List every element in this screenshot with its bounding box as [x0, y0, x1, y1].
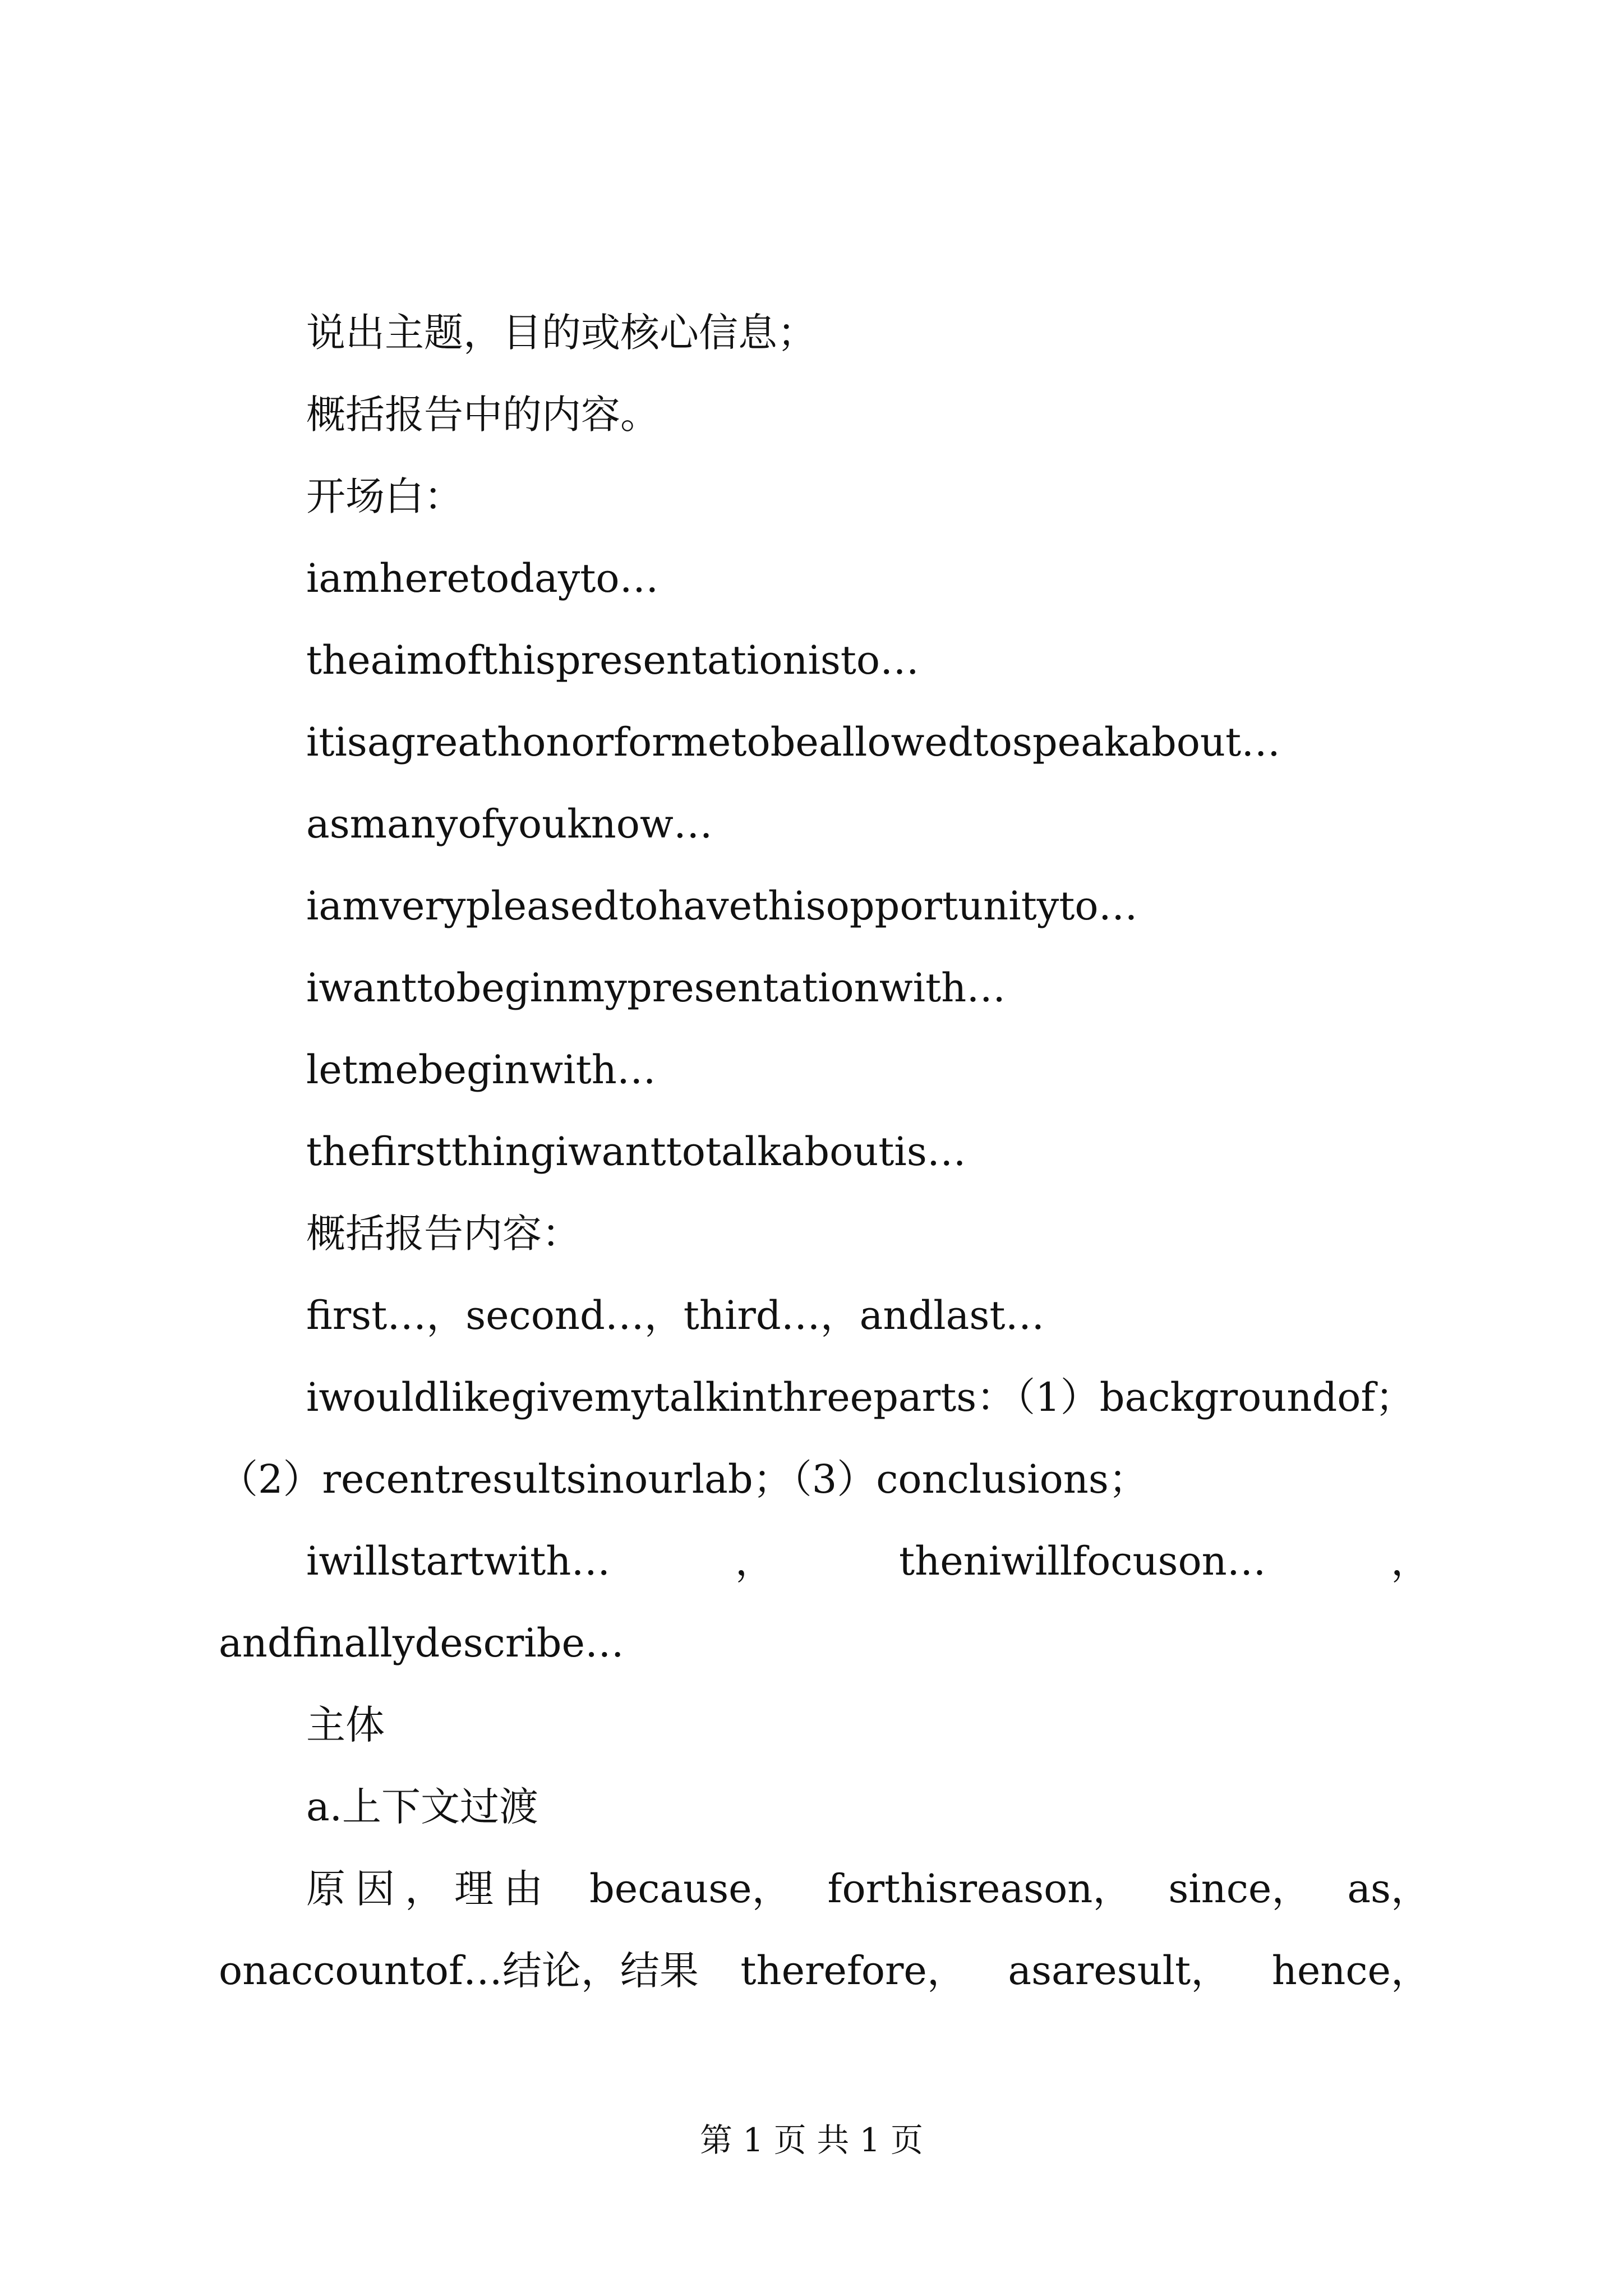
text-line: iamheretodayto… — [306, 555, 659, 601]
text-line: 概括报告中的内容。 — [306, 392, 660, 438]
text-line: 主体 — [306, 1702, 385, 1748]
text-line: 说出主题，目的或核心信息； — [306, 310, 817, 356]
text-line-justified — [219, 1848, 1430, 1930]
text-fragment: hence， — [1271, 1948, 1430, 1994]
text-line: 概括报告内容： — [306, 1211, 581, 1257]
text-line-justified — [219, 1930, 1430, 2012]
document-body — [219, 292, 1430, 2012]
text-line: （2）recentresultsinourlab；（3）conclusions； — [219, 1456, 1148, 1502]
text-fragment: theniwillfocuson… — [899, 1538, 1266, 1584]
text-line-justified — [219, 1520, 1430, 1602]
text-fragment: iwillstartwith… — [306, 1538, 611, 1584]
text-line: theaimofthispresentationisto… — [306, 637, 920, 683]
text-fragment: onaccountof…结论，结果 — [219, 1948, 699, 1994]
text-line: first…，second…，third…，andlast… — [306, 1292, 1045, 1338]
page-footer: 第 1 页 共 1 页 — [700, 2121, 923, 2159]
text-fragment: since， — [1168, 1866, 1311, 1912]
text-fragment: as， — [1347, 1866, 1430, 1912]
text-line: iwouldlikegivemytalkinthreeparts：（1）backgroundof； — [306, 1374, 1415, 1420]
text-fragment: 原因，理由 — [306, 1866, 553, 1912]
text-fragment: ， — [1391, 1538, 1430, 1584]
text-line: 开场白： — [306, 473, 463, 519]
text-line: andfinallydescribe… — [219, 1620, 624, 1666]
text-line: a.上下文过渡 — [306, 1784, 538, 1830]
text-fragment: forthisreason， — [827, 1866, 1132, 1912]
text-fragment: asaresult， — [1008, 1948, 1230, 1994]
text-line: iwanttobeginmypresentationwith… — [306, 965, 1006, 1011]
text-fragment: therefore， — [740, 1948, 966, 1994]
text-line: itisagreathonorformetobeallowedtospeakabout… — [306, 719, 1281, 765]
text-fragment: ， — [735, 1538, 774, 1584]
text-fragment: because， — [589, 1866, 791, 1912]
text-line: asmanyofyouknow… — [306, 801, 713, 847]
text-line: iamverypleasedtohavethisopportunityto… — [306, 883, 1138, 929]
text-line: letmebeginwith… — [306, 1047, 656, 1093]
text-line: thefirstthingiwanttotalkaboutis… — [306, 1129, 966, 1175]
